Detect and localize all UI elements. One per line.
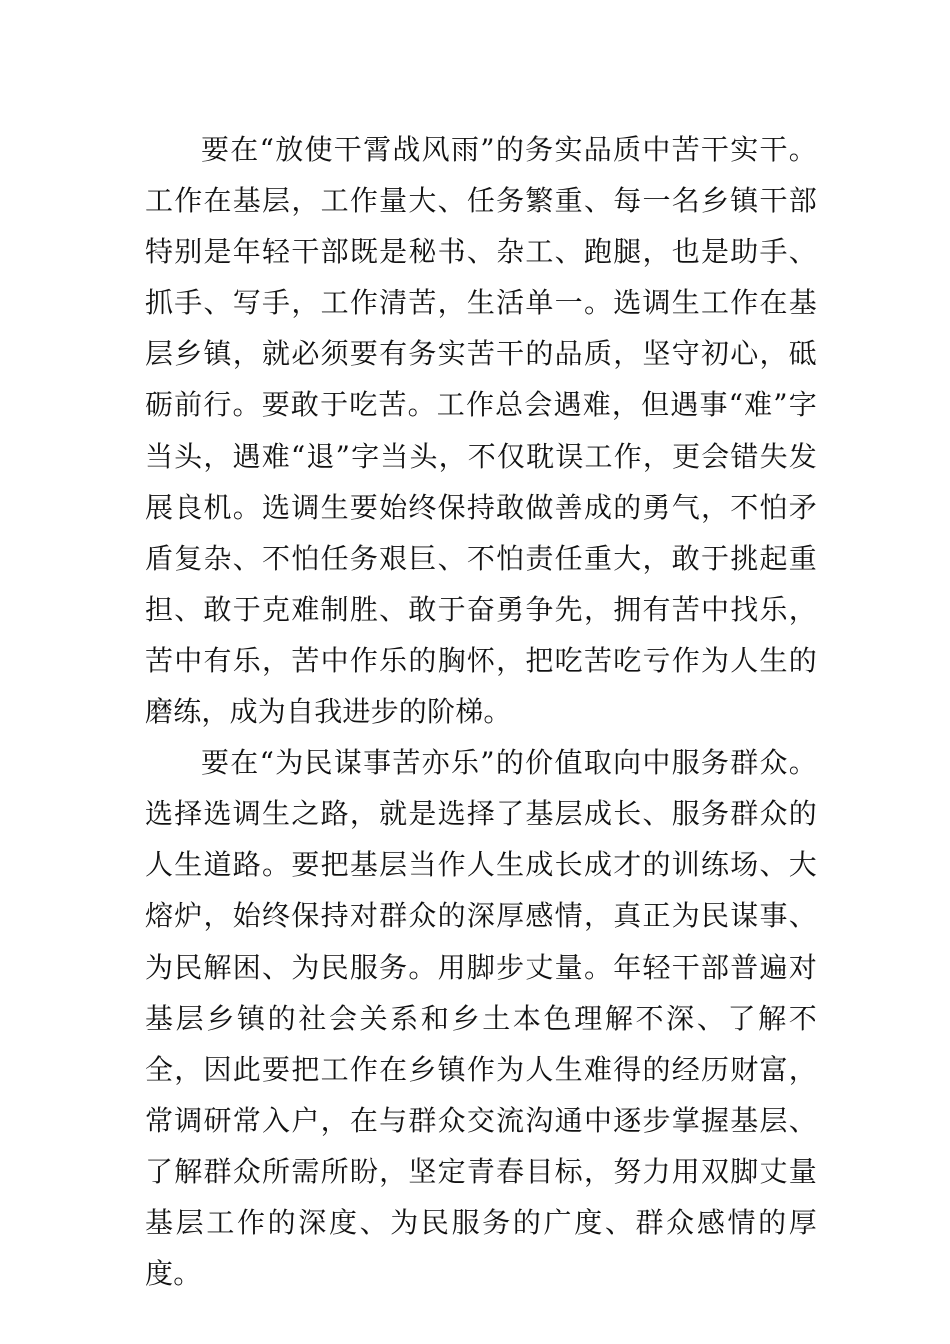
document-body — [145, 124, 817, 1299]
paragraph-1: 要在“放使干霄战风雨”的务实品质中苦干实干。工作在基层，工作量大、任务繁重、每一名乡镇干部特别是年轻干部既是秘书、杂工、跑腿，也是助手、抓手、写手，工作清苦，生活单一。选调生工作在基层乡镇，就必须要有务实苦干的品质，坚守初心，砥砺前行。要敢于吃苦。工作总会遇难，但遇事“难”字当头，遇难“退”字当头，不仅耽误工作，更会错失发展良机。选调生要始终保持敢做善成的勇气，不怕矛盾复杂、不怕任务艰巨、不怕责任重大，敢于挑起重担、敢于克难制胜、敢于奋勇争先，拥有苦中找乐，苦中有乐，苦中作乐的胸怀，把吃苦吃亏作为人生的磨练，成为自我进步的阶梯。 — [145, 133, 817, 729]
paragraph-2: 要在“为民谋事苦亦乐”的价值取向中服务群众。选择选调生之路，就是选择了基层成长、服务群众的人生道路。要把基层当作人生成长成才的训练场、大熔炉，始终保持对群众的深厚感情，真正为民谋事、为民解困、为民服务。用脚步丈量。年轻干部普遍对基层乡镇的社会关系和乡土本色理解不深、了解不全，因此要把工作在乡镇作为人生难得的经历财富，常调研常入户，在与群众交流沟通中逐步掌握基层、了解群众所需所盼，坚定青春目标，努力用双脚丈量基层工作的深度、为民服务的广度、群众感情的厚度。 — [145, 746, 817, 1291]
